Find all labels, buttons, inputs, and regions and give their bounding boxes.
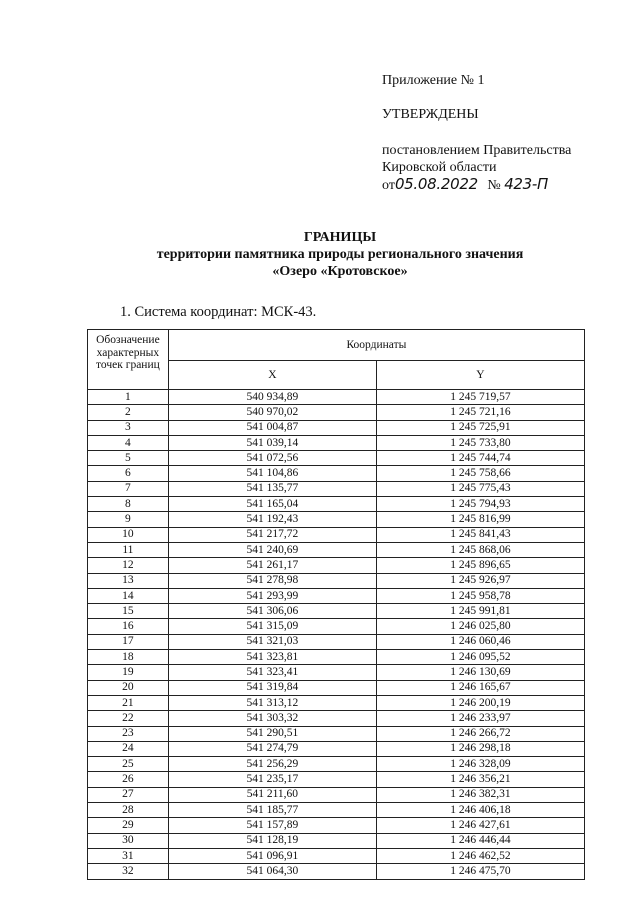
table-row bbox=[88, 803, 585, 818]
y-coordinate-cell: 1 246 095,52 bbox=[376, 650, 584, 665]
title-line-3: «Озеро «Кротовское» bbox=[272, 264, 408, 279]
table-row bbox=[88, 695, 585, 710]
y-coordinate-cell: 1 245 733,80 bbox=[376, 435, 584, 450]
x-coordinate-cell: 541 104,86 bbox=[168, 466, 376, 481]
header-y: Y bbox=[376, 360, 584, 389]
point-number-cell: 22 bbox=[88, 711, 169, 726]
table-row bbox=[88, 405, 585, 420]
point-number-cell: 10 bbox=[88, 527, 169, 542]
decree-date-line bbox=[382, 176, 571, 194]
y-coordinate-cell: 1 246 406,18 bbox=[376, 803, 584, 818]
table-row bbox=[88, 757, 585, 772]
decree-date: 05.08.2022 bbox=[394, 175, 478, 193]
document-title bbox=[0, 229, 640, 280]
x-coordinate-cell: 541 261,17 bbox=[168, 558, 376, 573]
point-number-cell: 26 bbox=[88, 772, 169, 787]
decree-line-1: постановлением Правительства bbox=[382, 143, 572, 158]
point-number-cell: 3 bbox=[88, 420, 169, 435]
y-coordinate-cell: 1 245 991,81 bbox=[376, 604, 584, 619]
point-number-cell: 31 bbox=[88, 848, 169, 863]
point-number-cell: 7 bbox=[88, 481, 169, 496]
table-row bbox=[88, 435, 585, 450]
x-coordinate-cell: 541 256,29 bbox=[168, 757, 376, 772]
table-row bbox=[88, 558, 585, 573]
table-row bbox=[88, 772, 585, 787]
x-coordinate-cell: 541 240,69 bbox=[168, 542, 376, 557]
table-row bbox=[88, 665, 585, 680]
point-number-cell: 2 bbox=[88, 405, 169, 420]
y-coordinate-cell: 1 245 744,74 bbox=[376, 451, 584, 466]
table-row bbox=[88, 741, 585, 756]
decree-line-2: Кировской области bbox=[382, 160, 497, 175]
point-number-cell: 25 bbox=[88, 757, 169, 772]
y-coordinate-cell: 1 245 775,43 bbox=[376, 481, 584, 496]
y-coordinate-cell: 1 245 926,97 bbox=[376, 573, 584, 588]
y-coordinate-cell: 1 246 382,31 bbox=[376, 787, 584, 802]
x-coordinate-cell: 541 064,30 bbox=[168, 864, 376, 879]
x-coordinate-cell: 541 293,99 bbox=[168, 588, 376, 603]
point-number-cell: 27 bbox=[88, 787, 169, 802]
y-coordinate-cell: 1 245 725,91 bbox=[376, 420, 584, 435]
x-coordinate-cell: 541 039,14 bbox=[168, 435, 376, 450]
x-coordinate-cell: 541 274,79 bbox=[168, 741, 376, 756]
table-row bbox=[88, 787, 585, 802]
y-coordinate-cell: 1 246 200,19 bbox=[376, 695, 584, 710]
x-coordinate-cell: 541 235,17 bbox=[168, 772, 376, 787]
y-coordinate-cell: 1 246 298,18 bbox=[376, 741, 584, 756]
table-row bbox=[88, 833, 585, 848]
point-number-cell: 11 bbox=[88, 542, 169, 557]
x-coordinate-cell: 541 321,03 bbox=[168, 634, 376, 649]
title-line-2: территории памятника природы регионального значения bbox=[156, 247, 524, 262]
point-number-cell: 8 bbox=[88, 497, 169, 512]
title-line-1: ГРАНИЦЫ bbox=[303, 230, 377, 245]
table-row bbox=[88, 573, 585, 588]
coordinate-system: 1. Система координат: МСК-43. bbox=[120, 304, 317, 320]
y-coordinate-cell: 1 246 060,46 bbox=[376, 634, 584, 649]
point-number-cell: 20 bbox=[88, 680, 169, 695]
y-coordinate-cell: 1 245 868,06 bbox=[376, 542, 584, 557]
header-coordinates: Координаты bbox=[168, 330, 584, 361]
number-prefix: № bbox=[487, 178, 501, 193]
x-coordinate-cell: 541 157,89 bbox=[168, 818, 376, 833]
decree-info bbox=[382, 142, 571, 194]
table-row bbox=[88, 604, 585, 619]
y-coordinate-cell: 1 245 841,43 bbox=[376, 527, 584, 542]
approved-label: УТВЕРЖДЕНЫ bbox=[382, 107, 479, 122]
point-number-cell: 30 bbox=[88, 833, 169, 848]
table-row bbox=[88, 481, 585, 496]
x-coordinate-cell: 541 135,77 bbox=[168, 481, 376, 496]
y-coordinate-cell: 1 246 475,70 bbox=[376, 864, 584, 879]
coordinates-table bbox=[87, 329, 585, 880]
y-coordinate-cell: 1 245 794,93 bbox=[376, 497, 584, 512]
point-number-cell: 6 bbox=[88, 466, 169, 481]
point-number-cell: 4 bbox=[88, 435, 169, 450]
table-row bbox=[88, 527, 585, 542]
y-coordinate-cell: 1 246 165,67 bbox=[376, 680, 584, 695]
point-number-cell: 24 bbox=[88, 741, 169, 756]
table-row bbox=[88, 864, 585, 879]
table-row bbox=[88, 451, 585, 466]
y-coordinate-cell: 1 246 266,72 bbox=[376, 726, 584, 741]
y-coordinate-cell: 1 246 462,52 bbox=[376, 848, 584, 863]
table-row bbox=[88, 512, 585, 527]
y-coordinate-cell: 1 245 719,57 bbox=[376, 390, 584, 405]
table-row bbox=[88, 588, 585, 603]
point-number-cell: 17 bbox=[88, 634, 169, 649]
point-number-cell: 12 bbox=[88, 558, 169, 573]
point-number-cell: 16 bbox=[88, 619, 169, 634]
x-coordinate-cell: 540 934,89 bbox=[168, 390, 376, 405]
decree-number: 423-П bbox=[504, 175, 549, 193]
header-point: Обозначение характерных точек границ bbox=[88, 330, 169, 390]
point-number-cell: 19 bbox=[88, 665, 169, 680]
point-number-cell: 13 bbox=[88, 573, 169, 588]
x-coordinate-cell: 541 323,81 bbox=[168, 650, 376, 665]
x-coordinate-cell: 541 004,87 bbox=[168, 420, 376, 435]
y-coordinate-cell: 1 246 025,80 bbox=[376, 619, 584, 634]
x-coordinate-cell: 541 072,56 bbox=[168, 451, 376, 466]
table-row bbox=[88, 619, 585, 634]
point-number-cell: 1 bbox=[88, 390, 169, 405]
date-prefix: от bbox=[382, 178, 395, 193]
y-coordinate-cell: 1 246 130,69 bbox=[376, 665, 584, 680]
table-row bbox=[88, 634, 585, 649]
header-x: X bbox=[168, 360, 376, 389]
y-coordinate-cell: 1 245 721,16 bbox=[376, 405, 584, 420]
y-coordinate-cell: 1 245 816,99 bbox=[376, 512, 584, 527]
x-coordinate-cell: 541 128,19 bbox=[168, 833, 376, 848]
y-coordinate-cell: 1 246 328,09 bbox=[376, 757, 584, 772]
point-number-cell: 15 bbox=[88, 604, 169, 619]
point-number-cell: 14 bbox=[88, 588, 169, 603]
y-coordinate-cell: 1 245 958,78 bbox=[376, 588, 584, 603]
x-coordinate-cell: 541 290,51 bbox=[168, 726, 376, 741]
point-number-cell: 29 bbox=[88, 818, 169, 833]
x-coordinate-cell: 540 970,02 bbox=[168, 405, 376, 420]
x-coordinate-cell: 541 323,41 bbox=[168, 665, 376, 680]
point-number-cell: 28 bbox=[88, 803, 169, 818]
x-coordinate-cell: 541 096,91 bbox=[168, 848, 376, 863]
y-coordinate-cell: 1 245 758,66 bbox=[376, 466, 584, 481]
point-number-cell: 23 bbox=[88, 726, 169, 741]
y-coordinate-cell: 1 246 233,97 bbox=[376, 711, 584, 726]
appendix-label: Приложение № 1 bbox=[382, 73, 485, 88]
point-number-cell: 21 bbox=[88, 695, 169, 710]
x-coordinate-cell: 541 306,06 bbox=[168, 604, 376, 619]
table-row bbox=[88, 680, 585, 695]
x-coordinate-cell: 541 192,43 bbox=[168, 512, 376, 527]
x-coordinate-cell: 541 315,09 bbox=[168, 619, 376, 634]
y-coordinate-cell: 1 245 896,65 bbox=[376, 558, 584, 573]
y-coordinate-cell: 1 246 356,21 bbox=[376, 772, 584, 787]
x-coordinate-cell: 541 313,12 bbox=[168, 695, 376, 710]
x-coordinate-cell: 541 211,60 bbox=[168, 787, 376, 802]
table-row bbox=[88, 818, 585, 833]
table-row bbox=[88, 466, 585, 481]
x-coordinate-cell: 541 319,84 bbox=[168, 680, 376, 695]
point-number-cell: 9 bbox=[88, 512, 169, 527]
table-row bbox=[88, 497, 585, 512]
x-coordinate-cell: 541 278,98 bbox=[168, 573, 376, 588]
table-row bbox=[88, 390, 585, 405]
x-coordinate-cell: 541 165,04 bbox=[168, 497, 376, 512]
table-row bbox=[88, 650, 585, 665]
x-coordinate-cell: 541 303,32 bbox=[168, 711, 376, 726]
table-row bbox=[88, 542, 585, 557]
y-coordinate-cell: 1 246 446,44 bbox=[376, 833, 584, 848]
table-row bbox=[88, 711, 585, 726]
point-number-cell: 5 bbox=[88, 451, 169, 466]
x-coordinate-cell: 541 217,72 bbox=[168, 527, 376, 542]
point-number-cell: 18 bbox=[88, 650, 169, 665]
table-row bbox=[88, 848, 585, 863]
x-coordinate-cell: 541 185,77 bbox=[168, 803, 376, 818]
table-row bbox=[88, 726, 585, 741]
table-row bbox=[88, 420, 585, 435]
point-number-cell: 32 bbox=[88, 864, 169, 879]
y-coordinate-cell: 1 246 427,61 bbox=[376, 818, 584, 833]
